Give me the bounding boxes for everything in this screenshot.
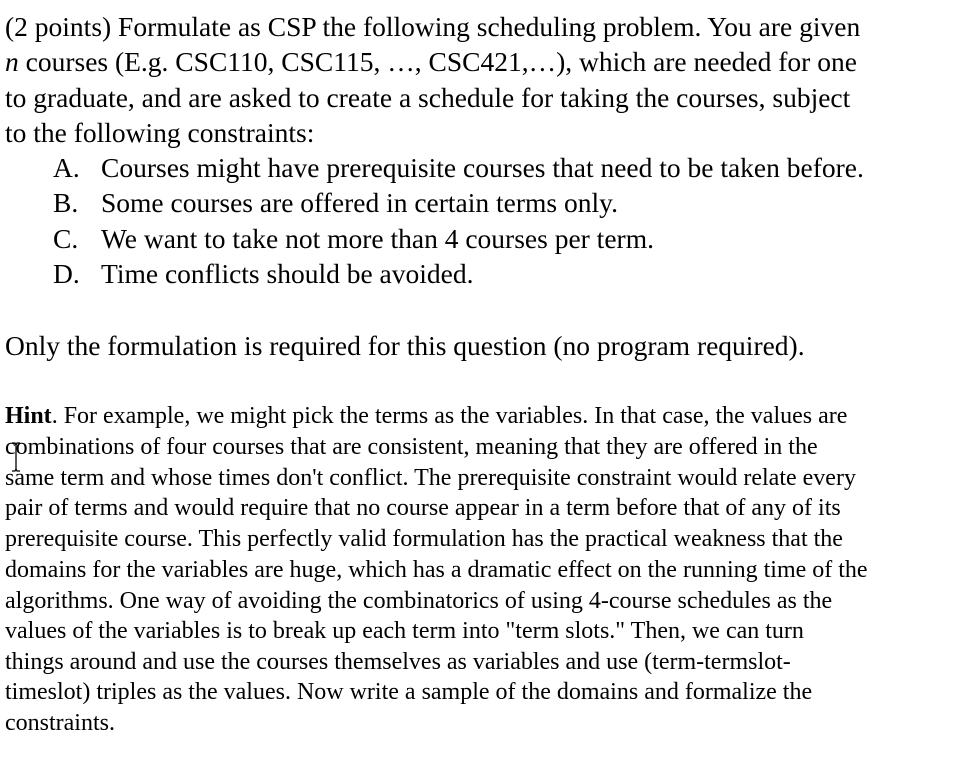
question-line: to the following constraints: [5,117,315,148]
n-variable: n [5,46,19,77]
constraint-letter: A. [53,152,80,183]
question-line: (2 points) Formulate as CSP the following scheduling problem. You are given [5,11,861,42]
constraint-text: Courses might have prerequisite courses that need to be taken before. [101,152,864,183]
hint-label: Hint [5,403,52,429]
hint-line: pair of terms and would require that no course appear in a term before that of any of its [5,495,841,521]
hint-line: same term and whose times don't conflict. The prerequisite constraint would relate every [5,465,856,491]
text-cursor-icon [11,442,21,472]
constraint-text: We want to take not more than 4 courses per term. [101,223,654,254]
hint-line: constraints. [5,710,115,736]
constraint-letter: B. [53,187,79,218]
constraint-item [53,185,618,220]
hint-line: values of the variables is to break up each term into "term slots." Then, we can turn [5,618,804,644]
constraint-letter: D. [53,258,80,289]
hint-line: domains for the variables are huge, which has a dramatic effect on the running time of the [5,557,868,583]
hint-line-text: . For example, we might pick the terms as the variables. In that case, the values are [51,403,848,429]
hint-line: combinations of four courses that are consistent, meaning that they are offered in the [5,434,818,460]
hint-line [5,401,847,432]
question-line-text: courses (E.g. CSC110, CSC115, …, CSC421,…), which are needed for one [18,46,857,77]
hint-line: prerequisite course. This perfectly valid formulation has the practical weakness that the [5,526,843,552]
constraint-item [53,221,654,256]
constraint-text: Time conflicts should be avoided. [101,258,474,289]
constraint-item [53,256,474,291]
constraint-letter: C. [53,223,79,254]
question-line: to graduate, and are asked to create a schedule for taking the courses, subject [5,82,851,113]
hint-line: timeslot) triples as the values. Now write a sample of the domains and formalize the [5,679,813,705]
formulation-note: Only the formulation is required for this question (no program required). [5,330,805,361]
question-line [5,44,857,79]
hint-line: algorithms. One way of avoiding the combinatorics of using 4-course schedules as the [5,588,833,614]
constraint-item [53,150,864,185]
hint-line: things around and use the courses themselves as variables and use (term-termslot- [5,649,791,675]
constraint-text: Some courses are offered in certain terms only. [101,187,618,218]
